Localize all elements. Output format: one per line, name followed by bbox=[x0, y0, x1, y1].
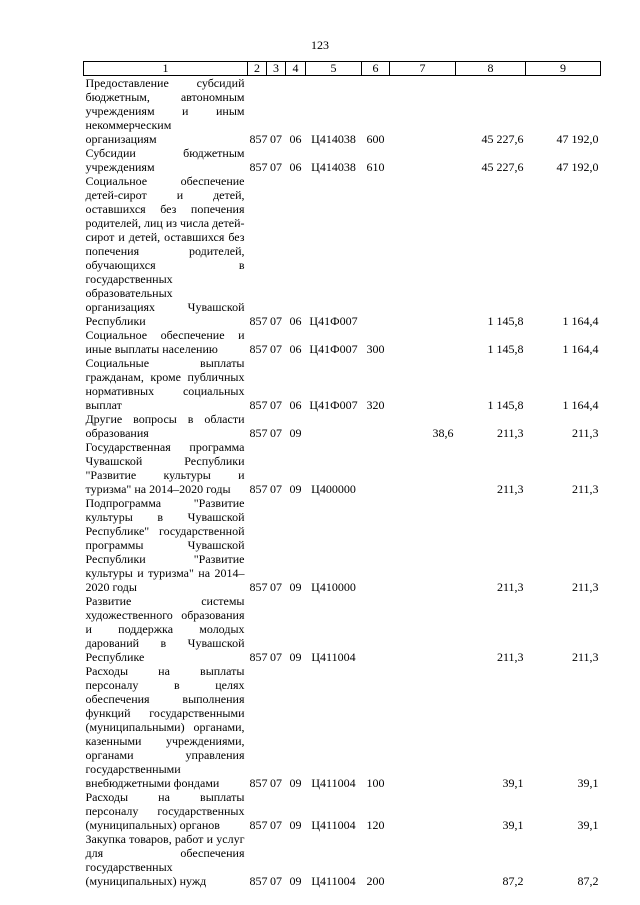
cell-target-article: Ц411004 bbox=[311, 650, 356, 664]
cell-col9: 47 192,0 bbox=[556, 132, 599, 146]
cell-col9: 1 164,4 bbox=[562, 314, 599, 328]
table-row bbox=[84, 496, 601, 594]
page-number: 123 bbox=[311, 38, 329, 52]
cell-ministry: 857 bbox=[249, 482, 268, 496]
cell-target-article: Ц41Ф007 bbox=[309, 398, 358, 412]
cell-expense-type bbox=[362, 594, 390, 664]
table-row bbox=[84, 146, 601, 174]
cell-target-article: Ц41Ф007 bbox=[309, 342, 358, 356]
cell-section: 07 bbox=[270, 132, 282, 146]
cell-ministry: 857 bbox=[249, 580, 268, 594]
table-row bbox=[84, 356, 601, 412]
cell-section: 07 bbox=[270, 398, 282, 412]
cell-ministry: 857 bbox=[249, 132, 268, 146]
cell-section: 07 bbox=[270, 482, 282, 496]
cell-col9: 47 192,0 bbox=[556, 160, 599, 174]
cell-col8: 45 227,6 bbox=[481, 160, 524, 174]
header-cell: 6 bbox=[362, 62, 390, 76]
cell-col8: 1 145,8 bbox=[487, 314, 524, 328]
header-row bbox=[84, 62, 601, 76]
row-name: Закупка товаров, работ и услуг для обеспечения государственных (муниципальных) нужд bbox=[85, 832, 245, 888]
cell-expense-type: 200 bbox=[366, 874, 385, 888]
cell-subsection: 06 bbox=[289, 314, 302, 328]
cell-ministry: 857 bbox=[249, 426, 268, 440]
cell-target-article: Ц411004 bbox=[311, 776, 356, 790]
cell-subsection: 09 bbox=[289, 482, 302, 496]
cell-col9: 211,3 bbox=[571, 426, 599, 440]
cell-col8: 211,3 bbox=[496, 580, 524, 594]
cell-col9: 211,3 bbox=[571, 650, 599, 664]
row-name: Расходы на выплаты персоналу государственных (муниципальных) органов bbox=[85, 790, 245, 832]
header-cell: 5 bbox=[306, 62, 362, 76]
cell-col7 bbox=[390, 440, 456, 496]
cell-col9: 39,1 bbox=[577, 776, 599, 790]
cell-col7 bbox=[390, 832, 456, 888]
cell-expense-type: 300 bbox=[366, 342, 385, 356]
cell-col7: 38,6 bbox=[432, 426, 454, 440]
cell-col7 bbox=[390, 328, 456, 356]
cell-expense-type bbox=[362, 440, 390, 496]
cell-col7 bbox=[390, 356, 456, 412]
cell-section: 07 bbox=[270, 342, 282, 356]
header-cell: 1 bbox=[84, 62, 248, 76]
cell-ministry: 857 bbox=[249, 818, 268, 832]
row-name: Подпрограмма "Развитие культуры в Чувашской Республике" государственной программы Чувашской Республики "Развитие культуры и туризма" на 2014–2020 годы bbox=[85, 496, 245, 594]
cell-col7 bbox=[390, 594, 456, 664]
cell-col8: 211,3 bbox=[496, 650, 524, 664]
cell-ministry: 857 bbox=[249, 160, 268, 174]
row-name: Государственная программа Чувашской Республики "Развитие культуры и туризма" на 2014–2020 годы bbox=[85, 440, 245, 496]
cell-subsection: 06 bbox=[289, 342, 302, 356]
cell-subsection: 06 bbox=[289, 132, 302, 146]
cell-target-article: Ц41Ф007 bbox=[309, 314, 358, 328]
row-name: Социальное обеспечение и иные выплаты населению bbox=[85, 328, 245, 356]
cell-col9: 1 164,4 bbox=[562, 342, 599, 356]
cell-section: 07 bbox=[270, 650, 282, 664]
cell-target-article: Ц411004 bbox=[311, 874, 356, 888]
cell-ministry: 857 bbox=[249, 342, 268, 356]
cell-target-article: Ц411004 bbox=[311, 818, 356, 832]
table-row bbox=[84, 76, 601, 147]
cell-section: 07 bbox=[270, 818, 282, 832]
cell-ministry: 857 bbox=[249, 314, 268, 328]
cell-col9: 39,1 bbox=[577, 818, 599, 832]
cell-section: 07 bbox=[270, 160, 282, 174]
cell-col9: 211,3 bbox=[571, 482, 599, 496]
row-name: Социальные выплаты гражданам, кроме публичных нормативных социальных выплат bbox=[85, 356, 245, 412]
cell-col7 bbox=[390, 790, 456, 832]
cell-section: 07 bbox=[270, 314, 282, 328]
cell-col9: 211,3 bbox=[571, 580, 599, 594]
cell-expense-type: 610 bbox=[366, 160, 385, 174]
table-row bbox=[84, 440, 601, 496]
header-cell: 4 bbox=[286, 62, 306, 76]
cell-ministry: 857 bbox=[249, 398, 268, 412]
cell-ministry: 857 bbox=[249, 776, 268, 790]
cell-expense-type: 600 bbox=[366, 132, 385, 146]
cell-col8: 1 145,8 bbox=[487, 342, 524, 356]
cell-col7 bbox=[390, 146, 456, 174]
row-name: Предоставление субсидий бюджетным, автономным учреждениям и иным некоммерческим организациям bbox=[85, 76, 245, 146]
cell-subsection: 09 bbox=[289, 426, 302, 440]
row-name: Расходы на выплаты персоналу в целях обеспечения выполнения функций государственными (муниципальными) органами, казенными учреждениями, органами управления государственными внебюджетными фондами bbox=[85, 664, 245, 790]
row-name: Развитие системы художественного образования и поддержка молодых дарований в Чувашской Республике bbox=[85, 594, 245, 664]
cell-target-article bbox=[306, 412, 362, 440]
cell-expense-type: 100 bbox=[366, 776, 385, 790]
table-row bbox=[84, 412, 601, 440]
cell-expense-type: 320 bbox=[366, 398, 385, 412]
row-name: Субсидии бюджетным учреждениям bbox=[85, 146, 245, 174]
table-row bbox=[84, 832, 601, 888]
cell-col8: 39,1 bbox=[502, 818, 524, 832]
cell-ministry: 857 bbox=[249, 650, 268, 664]
cell-col9: 87,2 bbox=[577, 874, 599, 888]
cell-col8: 1 145,8 bbox=[487, 398, 524, 412]
cell-section: 07 bbox=[270, 426, 282, 440]
cell-subsection: 06 bbox=[289, 160, 302, 174]
budget-table bbox=[83, 61, 601, 888]
cell-ministry: 857 bbox=[249, 874, 268, 888]
header-cell: 7 bbox=[390, 62, 456, 76]
table-row bbox=[84, 174, 601, 328]
cell-col9: 1 164,4 bbox=[562, 398, 599, 412]
table-row bbox=[84, 328, 601, 356]
cell-section: 07 bbox=[270, 580, 282, 594]
cell-subsection: 09 bbox=[289, 580, 302, 594]
table-row bbox=[84, 664, 601, 790]
cell-section: 07 bbox=[270, 874, 282, 888]
cell-expense-type bbox=[362, 174, 390, 328]
table-row bbox=[84, 790, 601, 832]
header-cell: 3 bbox=[267, 62, 286, 76]
cell-expense-type bbox=[362, 496, 390, 594]
cell-col8: 39,1 bbox=[502, 776, 524, 790]
header-cell: 8 bbox=[456, 62, 526, 76]
cell-col7 bbox=[390, 76, 456, 147]
cell-col8: 211,3 bbox=[496, 426, 524, 440]
cell-col8: 45 227,6 bbox=[481, 132, 524, 146]
cell-subsection: 09 bbox=[289, 818, 302, 832]
row-name: Другие вопросы в области образования bbox=[85, 412, 245, 440]
cell-subsection: 09 bbox=[289, 776, 302, 790]
cell-col8: 87,2 bbox=[502, 874, 524, 888]
cell-target-article: Ц414038 bbox=[311, 132, 356, 146]
cell-subsection: 09 bbox=[289, 650, 302, 664]
header-cell: 9 bbox=[526, 62, 601, 76]
cell-col7 bbox=[390, 496, 456, 594]
cell-col7 bbox=[390, 664, 456, 790]
table-row bbox=[84, 594, 601, 664]
header-cell: 2 bbox=[248, 62, 267, 76]
cell-subsection: 06 bbox=[289, 398, 302, 412]
cell-col7 bbox=[390, 174, 456, 328]
cell-expense-type: 120 bbox=[366, 818, 385, 832]
cell-section: 07 bbox=[270, 776, 282, 790]
row-name: Социальное обеспечение детей-сирот и детей, оставшихся без попечения родителей, лиц из числа детей-сирот и детей, оставшихся без попечения родителей, обучающихся в государственных образовательных организациях Чувашской Республики bbox=[85, 174, 245, 328]
cell-target-article: Ц414038 bbox=[311, 160, 356, 174]
cell-target-article: Ц410000 bbox=[311, 580, 356, 594]
cell-target-article: Ц400000 bbox=[311, 482, 356, 496]
cell-expense-type bbox=[362, 412, 390, 440]
cell-subsection: 09 bbox=[289, 874, 302, 888]
cell-col8: 211,3 bbox=[496, 482, 524, 496]
